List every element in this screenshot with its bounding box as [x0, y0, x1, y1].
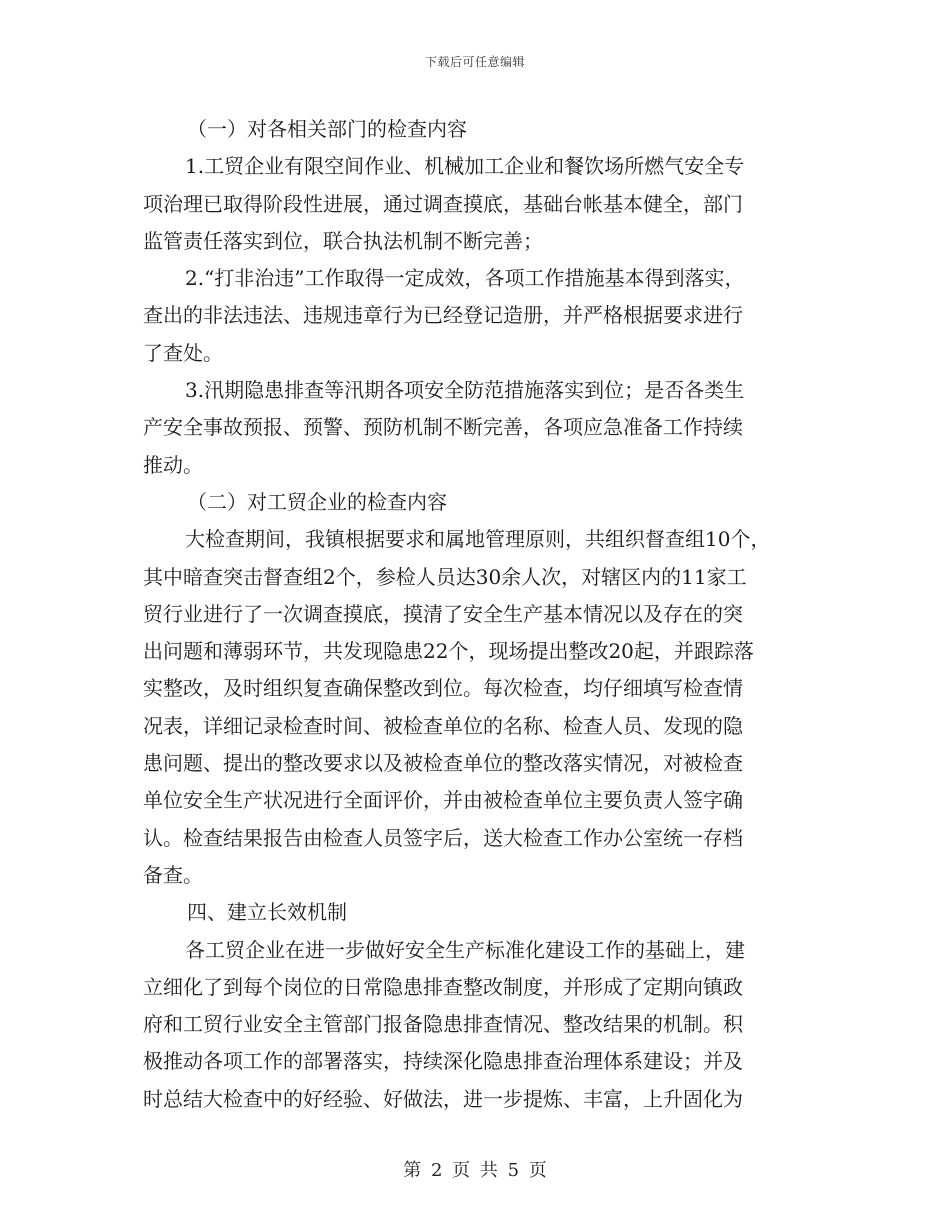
paragraph-line: 项治理已取得阶段性进展，通过调查摸底，基础台帐基本健全，部门 — [143, 191, 743, 216]
paragraph-line: 时总结大检查中的好经验、好做法，进一步提炼、丰富，上升固化为 — [143, 1086, 743, 1111]
paragraph-line: 1.工贸企业有限空间作业、机械加工企业和餐饮场所燃气安全专 — [185, 154, 745, 179]
paragraph-line: 监管责任落实到位，联合执法机制不断完善； — [143, 228, 543, 253]
paragraph-line: 备查。 — [143, 862, 203, 887]
document-body — [143, 111, 813, 1118]
paragraph-line: 府和工贸行业安全主管部门报备隐患排查情况、整改结果的机制。积 — [143, 1012, 743, 1037]
section-heading: （二）对工贸企业的检查内容 — [187, 489, 447, 514]
paragraph-line: 患问题、提出的整改要求以及被检查单位的整改落实情况，对被检查 — [143, 751, 743, 776]
paragraph-line: 了查处。 — [143, 340, 223, 365]
paragraph-line: 各工贸企业在进一步做好安全生产标准化建设工作的基础上，建 — [185, 937, 745, 962]
paragraph-line: 产安全事故预报、预警、预防机制不断完善，各项应急准备工作持续 — [143, 415, 743, 440]
paragraph-line: 出问题和薄弱环节，共发现隐患22个，现场提出整改20起，并跟踪落 — [143, 639, 754, 664]
paragraph-line: 其中暗查突击督查组2个，参检人员达30余人次，对辖区内的11家工 — [143, 564, 747, 589]
section-heading: 四、建立长效机制 — [187, 900, 347, 925]
paragraph-line: 3.汛期隐患排查等汛期各项安全防范措施落实到位；是否各类生 — [185, 378, 745, 403]
page-header-note: 下载后可任意编辑 — [424, 55, 525, 69]
paragraph-line: 立细化了到每个岗位的日常隐患排查整改制度，并形成了定期向镇政 — [143, 974, 743, 999]
paragraph-line: 贸行业进行了一次调查摸底，摸清了安全生产基本情况以及存在的突 — [143, 601, 743, 626]
paragraph-line: 推动。 — [143, 452, 203, 477]
paragraph-line: 大检查期间，我镇根据要求和属地管理原则，共组织督查组10个， — [185, 527, 771, 552]
paragraph-line: 实整改，及时组织复查确保整改到位。每次检查，均仔细填写检查情 — [143, 676, 743, 701]
paragraph-line: 2.“打非治违”工作取得一定成效，各项工作措施基本得到落实， — [185, 266, 745, 291]
paragraph-line: 单位安全生产状况进行全面评价，并由被检查单位主要负责人签字确 — [143, 788, 743, 813]
page-number: 第 2 页 共 5 页 — [403, 1160, 547, 1181]
paragraph-line: 认。检查结果报告由检查人员签字后，送大检查工作办公室统一存档 — [143, 825, 743, 850]
paragraph-line: 况表，详细记录检查时间、被检查单位的名称、检查人员、发现的隐 — [143, 713, 743, 738]
paragraph-line: 极推动各项工作的部署落实，持续深化隐患排查治理体系建设；并及 — [143, 1049, 743, 1074]
section-heading: （一）对各相关部门的检查内容 — [187, 117, 467, 141]
paragraph-line: 查出的非法违法、违规违章行为已经登记造册，并严格根据要求进行 — [143, 303, 743, 328]
